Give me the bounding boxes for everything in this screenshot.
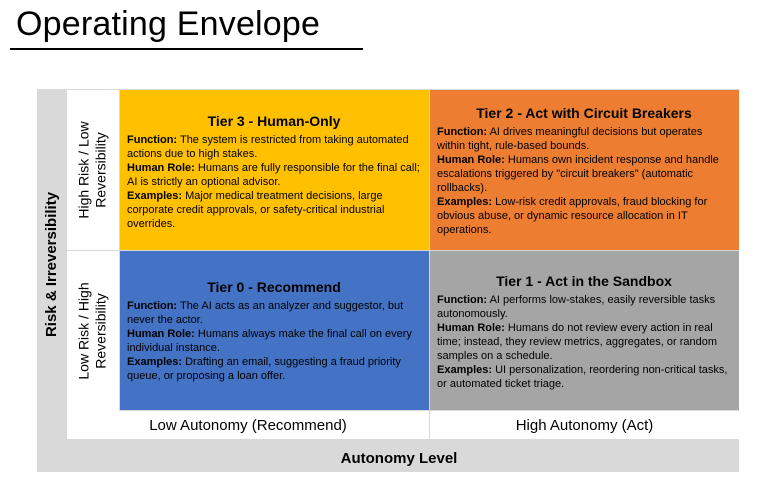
- tier-1-function: Function: AI performs low-stakes, easily reversible tasks autonomously.: [437, 294, 716, 320]
- quadrant-tier-2: [430, 90, 739, 250]
- row-label-high-risk: [67, 90, 119, 250]
- quadrant-tier-3: [120, 90, 429, 250]
- tier-1-human-role: Human Role: Humans do not review every action in real time; instead, they review metrics, aggregates, or random samples on a schedule.: [437, 322, 718, 362]
- tier-2-human-role: Human Role: Humans own incident response and handle escalations triggered by "circuit breakers" (automatic rollbacks).: [437, 154, 719, 194]
- row-label-low-risk: [67, 251, 119, 410]
- tier-1-heading: Tier 1 - Act in the Sandbox: [496, 273, 672, 289]
- tier-2-function: Function: AI drives meaningful decisions but operates within tight, rule-based bounds.: [437, 126, 703, 152]
- tier-1-examples: Examples: UI personalization, reordering non-critical tasks, or automated ticket triage.: [437, 364, 728, 390]
- tier-0-heading: Tier 0 - Recommend: [207, 279, 341, 295]
- x-axis-title: Autonomy Level: [340, 449, 458, 467]
- tier-3-function: Function: The system is restricted from taking automated actions due to high stakes.: [127, 134, 409, 160]
- quadrant-tier-0: [120, 251, 429, 410]
- tier-2-examples: Examples: Low-risk credit approvals, fraud blocking for obvious abuse, or dynamic resource allocation in IT operations.: [437, 196, 708, 236]
- diagram-title: Operating Envelope: [16, 5, 321, 43]
- y-axis-title: [40, 90, 64, 438]
- y-axis-title-text: Risk & Irreversibility: [43, 191, 61, 337]
- tier-0-function: Function: The AI acts as an analyzer and suggestor, but never the actor.: [127, 300, 404, 326]
- tier-3-examples: Examples: Major medical treatment decisions, large corporate credit approvals, or safety-critical industrial overrides.: [127, 190, 385, 230]
- col-label-high-autonomy: High Autonomy (Act): [430, 411, 739, 439]
- col-label-low-autonomy: Low Autonomy (Recommend): [67, 411, 429, 439]
- tier-3-human-role: Human Role: Humans are fully responsible for the final call; AI is strictly an optional advisor.: [127, 162, 420, 188]
- tier-0-examples: Examples: Drafting an email, suggesting a fraud priority queue, or proposing a loan offer.: [127, 356, 401, 382]
- quadrant-tier-1: [430, 251, 739, 410]
- tier-2-heading: Tier 2 - Act with Circuit Breakers: [476, 105, 692, 121]
- tier-0-human-role: Human Role: Humans always make the final call on every individual instance.: [127, 328, 412, 354]
- row-label-low-risk-text: Low Risk / High Reversibility: [76, 281, 110, 380]
- row-label-high-risk-text: High Risk / Low Reversibility: [76, 121, 110, 219]
- tier-3-heading: Tier 3 - Human-Only: [207, 113, 341, 129]
- title-underline: [10, 48, 363, 50]
